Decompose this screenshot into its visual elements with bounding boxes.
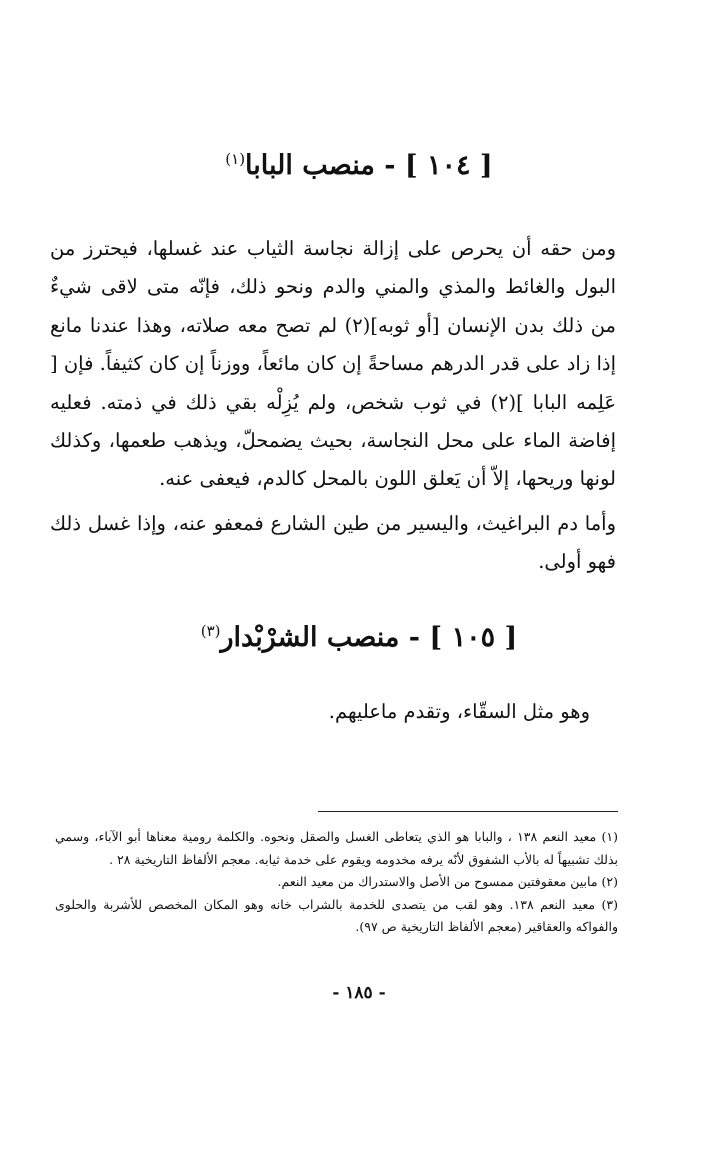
section-105-paragraph-1: وهو مثل السقّاء، وتقدم ماعليهم. [328, 700, 590, 723]
section-105-body [50, 693, 590, 731]
footnote-divider [318, 811, 618, 812]
footnote-2: (٢) مابين معقوفتين ممسوح من الأصل والاستدراك من معيد النعم. [277, 874, 618, 889]
section-104-heading-text: [ ١٠٤ ] - منصب البابا [245, 150, 493, 181]
section-104-body [50, 230, 616, 582]
section-104-heading [60, 139, 658, 186]
page-number: - ١٨٥ - [332, 983, 386, 1003]
section-105-heading-text: [ ١٠٥ ] - منصب الشرْبْدار [220, 622, 518, 653]
section-104-paragraph-1: ومن حقه أن يحرص على إزالة نجاسة الثياب عند غسلها، فيحترز من البول والغائط والمذي والمني والدم ونحو ذلك، فإنّه متى لاقى شيءٌ من ذلك بدن الإنسان [أو ثوبه](٢) لم تصح معه صلاته، وهذا عندنا مانع إذا زاد على قدر الدرهم مساحةً إن كان مائعاً، ووزناً إن كان كثيفاً. فإن [ عَلِمه البابا ](٢) في ثوب شخص، ولم يُزِلْه بقي ذلك في ذمته. فعليه إفاضة الماء على محل النجاسة، بحيث يضمحلّ، ويذهب طعمها، وكذلك لونها وريحها، إلاّ أن يَعلق اللون بالمحل كالدم، فيعفى عنه. [50, 237, 616, 491]
footnote-3: (٣) معيد النعم ١٣٨. وهو لقب من يتصدى للخدمة بالشراب خانه وهو المكان المخصص للأشربة والحلوى والفواكه والعقاقير (معجم الألفاظ التاريخية ص ٩٧). [55, 896, 618, 934]
section-105-footnote-marker: (٣) [200, 622, 221, 640]
section-105-heading [60, 611, 658, 658]
footnotes [55, 826, 618, 939]
footnote-1: (١) معيد النعم ١٣٨ ، والبابا هو الذي يتعاطى الغسل والصقل ونحوه. والكلمة رومية معناها أبو الآباء، وسمي بذلك تشبيهاً له بالأب الشفوق لأنّه يرفه مخدومه ويقوم على خدمة ثيابه. معجم الألفاظ التاريخية ٢٨ . [55, 829, 618, 867]
section-104-footnote-marker: (١) [225, 150, 246, 168]
section-104-paragraph-2: وأما دم البراغيث، واليسير من طين الشارع فمعفو عنه، وإذا غسل ذلك فهو أولى. [50, 511, 616, 574]
